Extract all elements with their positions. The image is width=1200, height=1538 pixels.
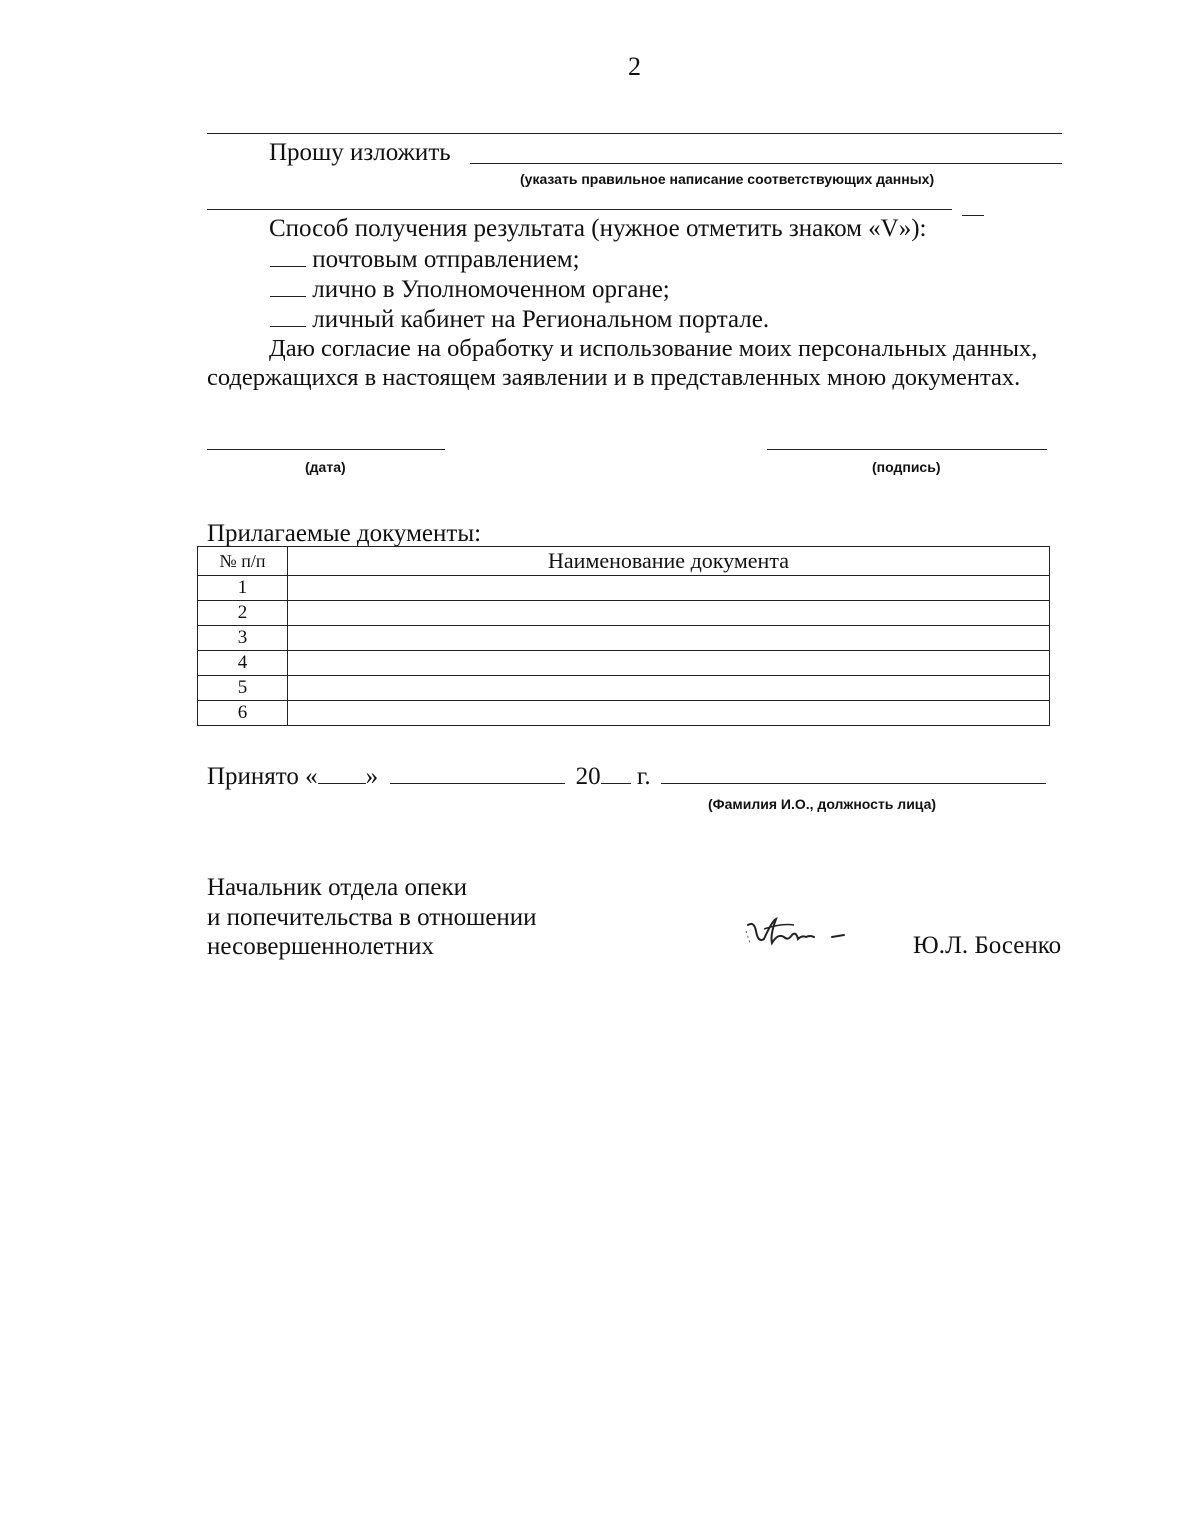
signatory-name: Ю.Л. Босенко	[913, 932, 1062, 959]
accepted-year-prefix: 20	[575, 763, 601, 790]
request-hint: (указать правильное написание соответствующих данных)	[520, 171, 935, 187]
delivery-option-label: почтовым отправлением;	[312, 246, 580, 273]
accepted-month-blank[interactable]	[390, 761, 565, 784]
signature-line[interactable]	[767, 449, 1047, 450]
document-name-cell[interactable]	[288, 701, 1050, 726]
col-number-header: № п/п	[198, 547, 288, 576]
accepted-quote-close: »	[365, 763, 379, 790]
delivery-option-post[interactable]	[270, 244, 580, 275]
document-name-cell[interactable]	[288, 626, 1050, 651]
accepted-year-blank[interactable]	[601, 761, 631, 784]
date-line[interactable]	[207, 449, 445, 450]
checkbox-blank[interactable]	[270, 304, 306, 327]
accepted-day-blank[interactable]	[318, 761, 366, 784]
accepted-year-suffix: г.	[636, 763, 651, 790]
position-line-2: и попечительства в отношении	[207, 904, 537, 931]
handwritten-signature	[742, 913, 862, 958]
table-row	[198, 576, 1050, 601]
accepted-prefix: Принято «	[207, 763, 318, 790]
table-row	[198, 701, 1050, 726]
consent-line-1: Даю согласие на обработку и использование моих персональных данных,	[269, 335, 1038, 362]
position-line-3: несовершеннолетних	[207, 933, 434, 960]
accepted-official-blank[interactable]	[661, 761, 1046, 784]
row-number: 1	[198, 576, 288, 601]
page-number: 2	[628, 52, 641, 81]
top-divider	[207, 133, 1062, 134]
attachments-table	[197, 546, 1050, 726]
table-header-row	[198, 547, 1050, 576]
row-number: 2	[198, 601, 288, 626]
request-field-line[interactable]	[470, 163, 1062, 164]
delivery-option-label: лично в Уполномоченном органе;	[312, 276, 670, 303]
signature-label: (подпись)	[872, 459, 941, 475]
date-label: (дата)	[305, 459, 346, 475]
row-number: 5	[198, 676, 288, 701]
col-name-header: Наименование документа	[288, 547, 1050, 576]
accepted-line	[207, 761, 1046, 792]
table-row	[198, 601, 1050, 626]
document-name-cell[interactable]	[288, 576, 1050, 601]
table-row	[198, 626, 1050, 651]
attachments-title: Прилагаемые документы:	[207, 520, 482, 547]
table-row	[198, 676, 1050, 701]
request-divider	[207, 209, 952, 210]
document-name-cell[interactable]	[288, 601, 1050, 626]
delivery-heading: Способ получения результата (нужное отметить знаком «V»):	[269, 215, 927, 242]
table-row	[198, 651, 1050, 676]
row-number: 6	[198, 701, 288, 726]
request-divider-tail	[962, 215, 984, 216]
document-name-cell[interactable]	[288, 676, 1050, 701]
position-line-1: Начальник отдела опеки	[207, 874, 467, 901]
delivery-option-in-person[interactable]	[270, 274, 670, 305]
checkbox-blank[interactable]	[270, 274, 306, 297]
delivery-option-label: личный кабинет на Региональном портале.	[312, 306, 770, 333]
consent-line-2: содержащихся в настоящем заявлении и в представленных мною документах.	[207, 364, 1021, 391]
delivery-option-portal[interactable]	[270, 304, 769, 335]
row-number: 3	[198, 626, 288, 651]
row-number: 4	[198, 651, 288, 676]
document-name-cell[interactable]	[288, 651, 1050, 676]
request-label: Прошу изложить	[269, 139, 451, 166]
checkbox-blank[interactable]	[270, 244, 306, 267]
accepted-hint: (Фамилия И.О., должность лица)	[708, 796, 937, 812]
